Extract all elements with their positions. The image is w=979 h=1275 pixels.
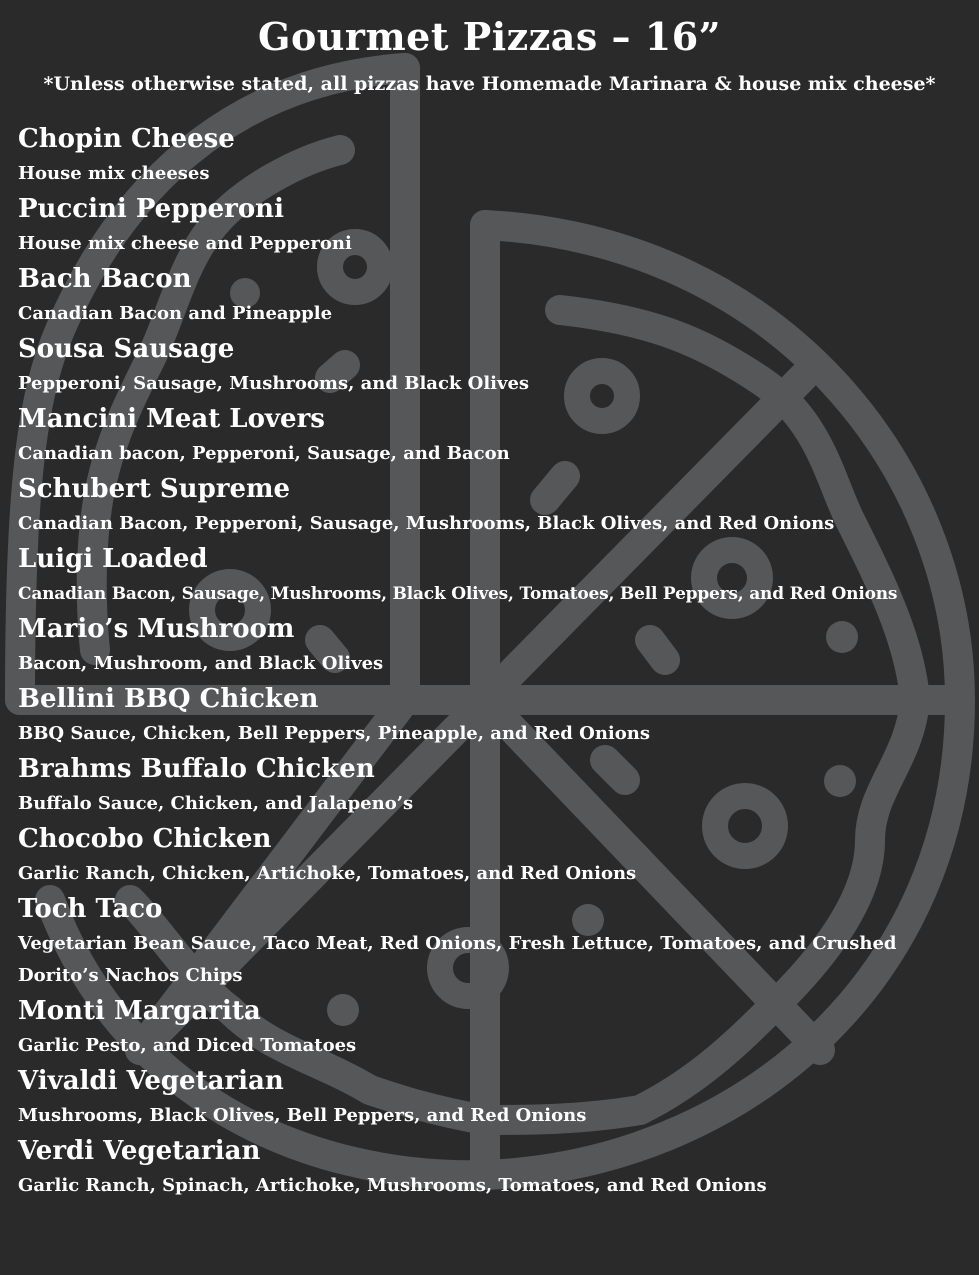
list-item <box>18 680 973 750</box>
pizza-description: Canadian Bacon and Pineapple <box>18 303 333 324</box>
pizza-description: House mix cheeses <box>18 163 210 184</box>
pizza-name: Chopin Cheese <box>18 124 235 154</box>
list-item <box>18 1062 973 1132</box>
pizza-list <box>18 120 973 1202</box>
list-item <box>18 750 973 820</box>
pizza-name: Bellini BBQ Chicken <box>18 684 319 714</box>
pizza-name: Mancini Meat Lovers <box>18 404 325 434</box>
menu-note: *Unless otherwise stated, all pizzas have Homemade Marinara & house mix cheese* <box>43 73 936 95</box>
list-item <box>18 190 973 260</box>
pizza-description: Bacon, Mushroom, and Black Olives <box>18 653 384 674</box>
pizza-description: Canadian Bacon, Pepperoni, Sausage, Mushrooms, Black Olives, and Red Onions <box>18 513 835 534</box>
pizza-name: Sousa Sausage <box>18 334 235 364</box>
list-item <box>18 260 973 330</box>
pizza-name: Toch Taco <box>18 894 163 924</box>
pizza-name: Chocobo Chicken <box>18 824 272 854</box>
pizza-description: Garlic Ranch, Chicken, Artichoke, Tomatoes, and Red Onions <box>18 863 637 884</box>
pizza-description: Garlic Ranch, Spinach, Artichoke, Mushrooms, Tomatoes, and Red Onions <box>18 1175 767 1196</box>
pizza-description: Garlic Pesto, and Diced Tomatoes <box>18 1035 357 1056</box>
pizza-description: House mix cheese and Pepperoni <box>18 233 352 254</box>
pizza-description: Buffalo Sauce, Chicken, and Jalapeno’s <box>18 793 414 814</box>
pizza-name: Verdi Vegetarian <box>18 1136 261 1166</box>
pizza-name: Puccini Pepperoni <box>18 194 284 224</box>
pizza-description: Canadian bacon, Pepperoni, Sausage, and Bacon <box>18 443 510 464</box>
list-item <box>18 890 973 992</box>
pizza-description: Vegetarian Bean Sauce, Taco Meat, Red Onions, Fresh Lettuce, Tomatoes, and Crushed Dorito’s Nachos Chips <box>18 933 897 986</box>
list-item <box>18 330 973 400</box>
list-item <box>18 400 973 470</box>
pizza-name: Vivaldi Vegetarian <box>18 1066 284 1096</box>
pizza-description: Mushrooms, Black Olives, Bell Peppers, and Red Onions <box>18 1105 587 1126</box>
pizza-name: Schubert Supreme <box>18 474 291 504</box>
list-item <box>18 120 973 190</box>
pizza-name: Luigi Loaded <box>18 544 208 574</box>
list-item <box>18 610 973 680</box>
pizza-name: Monti Margarita <box>18 996 261 1026</box>
list-item <box>18 1132 973 1202</box>
pizza-description: Pepperoni, Sausage, Mushrooms, and Black Olives <box>18 373 530 394</box>
list-item <box>18 992 973 1062</box>
list-item <box>18 820 973 890</box>
pizza-name: Mario’s Mushroom <box>18 614 295 644</box>
list-item <box>18 470 973 540</box>
page-title: Gourmet Pizzas – 16” <box>258 14 721 59</box>
list-item <box>18 540 973 610</box>
pizza-description: Canadian Bacon, Sausage, Mushrooms, Black Olives, Tomatoes, Bell Peppers, and Red Onions <box>18 584 898 604</box>
pizza-description: BBQ Sauce, Chicken, Bell Peppers, Pineapple, and Red Onions <box>18 723 650 744</box>
pizza-name: Bach Bacon <box>18 264 192 294</box>
pizza-name: Brahms Buffalo Chicken <box>18 754 375 784</box>
